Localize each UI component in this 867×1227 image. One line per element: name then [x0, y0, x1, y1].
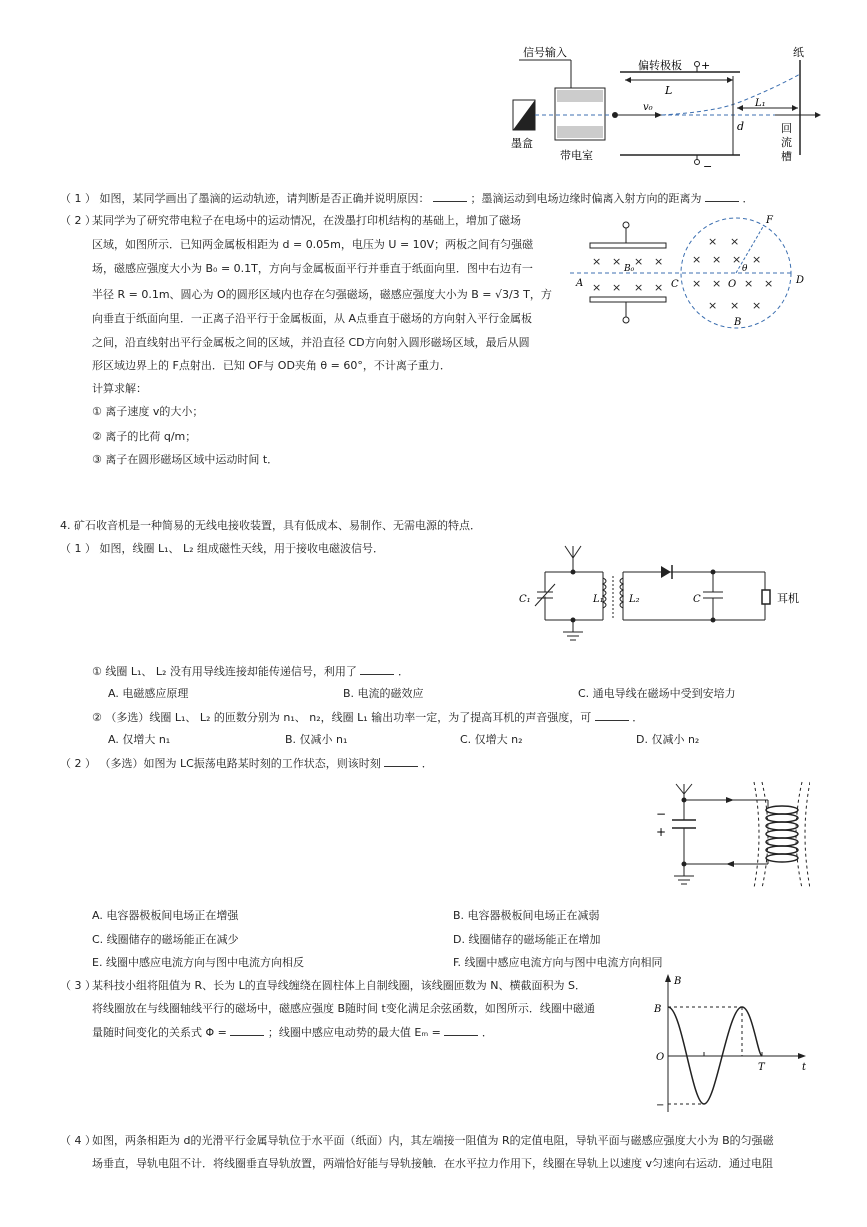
q3-part1 — [60, 191, 754, 206]
p2-option-f[interactable]: F. 线圈中感应电流方向与图中电流方向相同 — [453, 956, 663, 969]
paper-label: 纸 — [793, 46, 804, 59]
plus-label: + — [701, 59, 711, 72]
origin-label: O — [656, 1052, 665, 1063]
svg-text:×: × — [744, 277, 754, 290]
q3-p2-line-7: 形区域边界上的 F点射出．已知 OF与 OD夹角 θ = 60°，不计离子重力． — [92, 359, 451, 372]
svg-text:×: × — [712, 277, 722, 290]
L1-coil-label: L₁ — [593, 594, 604, 605]
ink-box-label: 墨盒 — [511, 137, 533, 150]
recycle-label-3: 槽 — [781, 150, 792, 163]
sub1-option-c[interactable]: C. 通电导线在磁场中受到安培力 — [578, 687, 736, 700]
q4-p2-end: ． — [421, 757, 433, 770]
crystal-radio-circuit — [515, 540, 805, 646]
inkjet-diagram — [505, 40, 835, 172]
q3-p2-line-2: 区域，如图所示．已知两金属板相距为 d = 0.05m，电压为 U = 10V；两板之间有匀强磁 — [92, 238, 534, 251]
q4-p2-text: （ 2 ） （多选）如图为 LC振荡电路某时刻的工作状态，则该时刻 — [60, 757, 381, 770]
cap-plus: + — [656, 825, 667, 839]
q4-p4-num: （ 4 ） — [60, 1134, 96, 1147]
answer-blank-2[interactable] — [705, 191, 739, 202]
q4-sub2 — [92, 710, 643, 725]
q4-p3-line-2: 将线圈放在与线圈轴线平行的磁场中，磁感应强度 B随时间 t变化满足余弦函数，如图所示．线圈中磁通 — [92, 1002, 595, 1015]
answer-blank-5[interactable] — [384, 756, 418, 767]
q4-sub1-text: ① 线圈 L₁、 L₂ 没有用导线连接却能传递信号，利用了 — [92, 665, 357, 678]
svg-text:×: × — [612, 281, 622, 294]
svg-text:×: × — [592, 281, 602, 294]
p2-option-b[interactable]: B. 电容器极板间电场正在减弱 — [453, 909, 600, 922]
q4-p3-line-1: 某科技小组将阻值为 R、长为 L的直导线缠绕在圆柱体上自制线圈，该线圈匝数为 N、横截面积为 S． — [92, 979, 586, 992]
cap-minus: − — [656, 807, 667, 821]
answer-blank-3[interactable] — [360, 664, 394, 675]
svg-text:×: × — [692, 277, 702, 290]
q3-p2-line-4: 半径 R = 0.1m、圆心为 O的圆形区域内也存在匀强磁场，磁感应强度大小为 B = √3/3 T，方 — [92, 288, 552, 301]
q4-sub2-text: ② （多选）线圈 L₁、 L₂ 的匝数分别为 n₁、 n₂，线圈 L₁ 输出功率一定，为了提高耳机的声音强度，可 — [92, 711, 592, 724]
B-neg-label: − — [656, 1100, 665, 1111]
p2-option-a[interactable]: A. 电容器极板间电场正在增强 — [92, 909, 239, 922]
q4-p3-line3-a: 量随时间变化的关系式 Φ = — [92, 1026, 227, 1039]
p2-option-c[interactable]: C. 线圈储存的磁场能正在减少 — [92, 933, 239, 946]
svg-text:×: × — [730, 299, 740, 312]
q3-p1-text-b: ；墨滴运动到电场边缘时偏离入射方向的距离为 — [470, 192, 702, 205]
q3-p2-num: （ 2 ） — [60, 214, 96, 227]
tick-T-label: T — [758, 1062, 765, 1073]
O-label: O — [728, 279, 737, 290]
svg-text:×: × — [708, 235, 718, 248]
q3-p2-line-5: 向垂直于纸面向里．一正离子沿平行于金属板面，从 A点垂直于磁场的方向射入平行金属板 — [92, 312, 533, 325]
svg-text:×: × — [692, 253, 702, 266]
magnetic-field-diagram — [568, 213, 808, 333]
plate-field-crosses — [592, 255, 663, 294]
answer-blank-6[interactable] — [230, 1025, 264, 1036]
answer-blank-4[interactable] — [595, 710, 629, 721]
sub1-option-b[interactable]: B. 电流的磁效应 — [343, 687, 424, 700]
theta-label: θ — [742, 264, 748, 274]
axis-t-label: t — [802, 1062, 807, 1073]
L1-label: L₁ — [755, 98, 766, 109]
sub2-option-a[interactable]: A. 仅增大 n₁ — [108, 733, 171, 746]
q4-sub2-end: ． — [632, 711, 644, 724]
q3-p2-line-1: 某同学为了研究带电粒子在电场中的运动情况，在泼墨打印机结构的基础上，增加了磁场 — [92, 214, 521, 227]
q4-sub1 — [92, 664, 409, 679]
q4-p3-line-3 — [92, 1025, 493, 1040]
q3-p1-text-c: ． — [742, 192, 754, 205]
d-label: d — [737, 120, 745, 133]
q4-title: 4. 矿石收音机是一种简易的无线电接收装置，具有低成本、易制作、无需电源的特点． — [60, 519, 481, 532]
recycle-label-2: 流 — [781, 136, 792, 149]
charge-room-label: 带电室 — [560, 149, 593, 162]
svg-text:×: × — [634, 281, 644, 294]
sub2-option-c[interactable]: C. 仅增大 n₂ — [460, 733, 523, 746]
recycle-label-1: 回 — [781, 122, 792, 135]
q3-p2-line-3: 场，磁感应强度大小为 B₀ = 0.1T，方向与金属板面平行并垂直于纸面向里．图中右边有一 — [92, 262, 533, 275]
C1-label: C₁ — [519, 594, 531, 605]
A-label: A — [576, 278, 584, 289]
q4-p3-num: （ 3 ） — [60, 979, 96, 992]
svg-text:×: × — [592, 255, 602, 268]
B-pos-label: B — [654, 1004, 662, 1015]
axis-B-label: B — [674, 976, 682, 987]
svg-text:×: × — [612, 255, 622, 268]
B0-label: B₀ — [624, 264, 635, 274]
svg-text:×: × — [752, 253, 762, 266]
L2-coil-label: L₂ — [629, 594, 640, 605]
q3-p1-text-a: 如图，某同学画出了墨滴的运动轨迹，请判断是否正确并说明原因： — [99, 192, 430, 205]
calc-item-3: ③ 离子在圆形磁场区域中运动时间 t． — [92, 453, 279, 466]
answer-blank-1[interactable] — [433, 191, 467, 202]
C-label: C — [671, 279, 679, 290]
L-label: L — [665, 84, 673, 97]
q4-p4-line-2: 场垂直，导轨电阻不计．将线圈垂直导轨放置，两端恰好能与导轨接触．在水平拉力作用下，线圈在导轨上以速度 v匀速向右运动．通过电阻 — [92, 1157, 774, 1170]
sub1-option-a[interactable]: A. 电磁感应原理 — [108, 687, 189, 700]
deflection-plate-label: 偏转极板 — [638, 59, 682, 72]
svg-text:×: × — [732, 253, 742, 266]
lc-circuit-diagram — [650, 780, 810, 892]
q3-p2-line-6: 之间，沿直线射出平行金属板之间的区域，并沿直径 CD方向射入圆形磁场区域，最后从圆 — [92, 336, 530, 349]
C-label: C — [693, 594, 701, 605]
sub2-option-b[interactable]: B. 仅减小 n₁ — [285, 733, 348, 746]
b-t-graph — [652, 972, 812, 1114]
signal-input-label: 信号输入 — [523, 46, 567, 59]
svg-text:×: × — [752, 299, 762, 312]
B-label: B — [734, 317, 742, 328]
answer-blank-7[interactable] — [444, 1025, 478, 1036]
q4-p3-line3-c: ． — [481, 1026, 493, 1039]
v0-label: v₀ — [643, 102, 653, 113]
svg-text:×: × — [654, 281, 664, 294]
earphone-label: 耳机 — [777, 592, 799, 605]
svg-text:×: × — [730, 235, 740, 248]
q4-part1: （ 1 ） 如图，线圈 L₁、 L₂ 组成磁性天线，用于接收电磁波信号． — [60, 542, 385, 555]
p2-option-e[interactable]: E. 线圈中感应电流方向与图中电流方向相反 — [92, 956, 304, 969]
minus-label: − — [703, 160, 713, 172]
calc-item-1: ① 离子速度 v的大小； — [92, 405, 204, 418]
svg-text:×: × — [634, 255, 644, 268]
p2-option-d[interactable]: D. 线圈储存的磁场能正在增加 — [453, 933, 601, 946]
q4-p3-line3-b: ；线圈中感应电动势的最大值 Eₘ = — [267, 1026, 441, 1039]
q4-part2 — [60, 756, 433, 771]
svg-text:×: × — [654, 255, 664, 268]
q3-p1-num: （ 1 ） — [60, 192, 96, 205]
D-label: D — [796, 275, 805, 286]
calc-title: 计算求解： — [92, 382, 147, 395]
svg-text:×: × — [712, 253, 722, 266]
q4-p4-line-1: 如图，两条相距为 d的光滑平行金属导轨位于水平面（纸面）内，其左端接一阻值为 R的定值电阻，导轨平面与磁感应强度大小为 B的匀强磁 — [92, 1134, 774, 1147]
svg-text:×: × — [708, 299, 718, 312]
sub2-option-d[interactable]: D. 仅减小 n₂ — [636, 733, 700, 746]
q4-sub1-end: ． — [397, 665, 409, 678]
lc-coil — [766, 806, 798, 862]
svg-text:×: × — [764, 277, 774, 290]
F-label: F — [766, 215, 773, 226]
calc-item-2: ② 离子的比荷 q/m； — [92, 430, 197, 443]
